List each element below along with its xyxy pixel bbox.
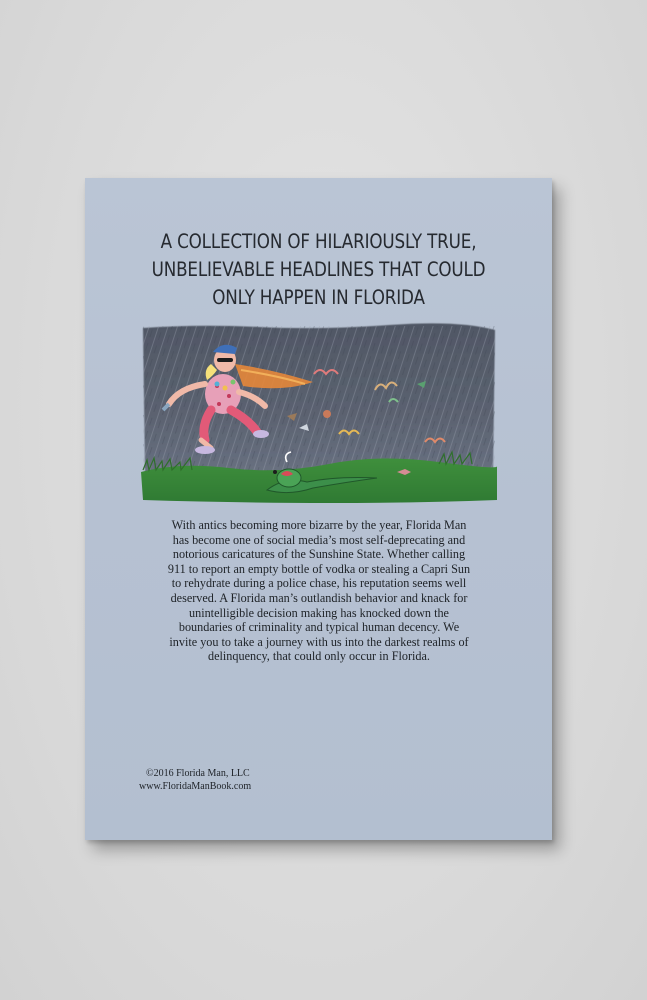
blurb-line: delinquency, that could only occur in Florida. [208, 649, 430, 664]
blurb-line: unintelligible decision making has knocked down the [189, 605, 449, 620]
blurb-line: notorious caricatures of the Sunshine State. Whether calling [172, 547, 466, 562]
blurb-line: to rehydrate during a police chase, his reputation seems well [171, 576, 467, 591]
headline-line-1: A COLLECTION OF HILARIOUSLY TRUE, [160, 230, 477, 253]
copyright-block [139, 768, 251, 793]
storm-scene-image [139, 322, 499, 504]
blurb-line: deserved. A Florida man’s outlandish behavior and knack for [170, 590, 468, 605]
blurb-line: boundaries of criminality and typical human decency. We [178, 620, 460, 635]
book-back-cover [85, 178, 552, 840]
blurb-line: has become one of social media’s most self-deprecating and [172, 532, 466, 547]
blurb-line: 911 to report an empty bottle of vodka or stealing a Capri Sun [167, 561, 471, 576]
copyright-notice: ©2016 Florida Man, LLC [146, 768, 250, 779]
website-url: www.FloridaManBook.com [139, 780, 252, 792]
back-cover-blurb [127, 518, 511, 664]
headline-line-3: ONLY HAPPEN IN FLORIDA [212, 286, 425, 309]
blurb-line: invite you to take a journey with us into the darkest realms of [169, 634, 469, 649]
florida-man-illustration [139, 322, 499, 504]
blurb-line: With antics becoming more bizarre by the year, Florida Man [171, 518, 467, 532]
cover-headline [118, 228, 520, 312]
headline-line-2: UNBELIEVABLE HEADLINES THAT COULD [151, 258, 486, 281]
